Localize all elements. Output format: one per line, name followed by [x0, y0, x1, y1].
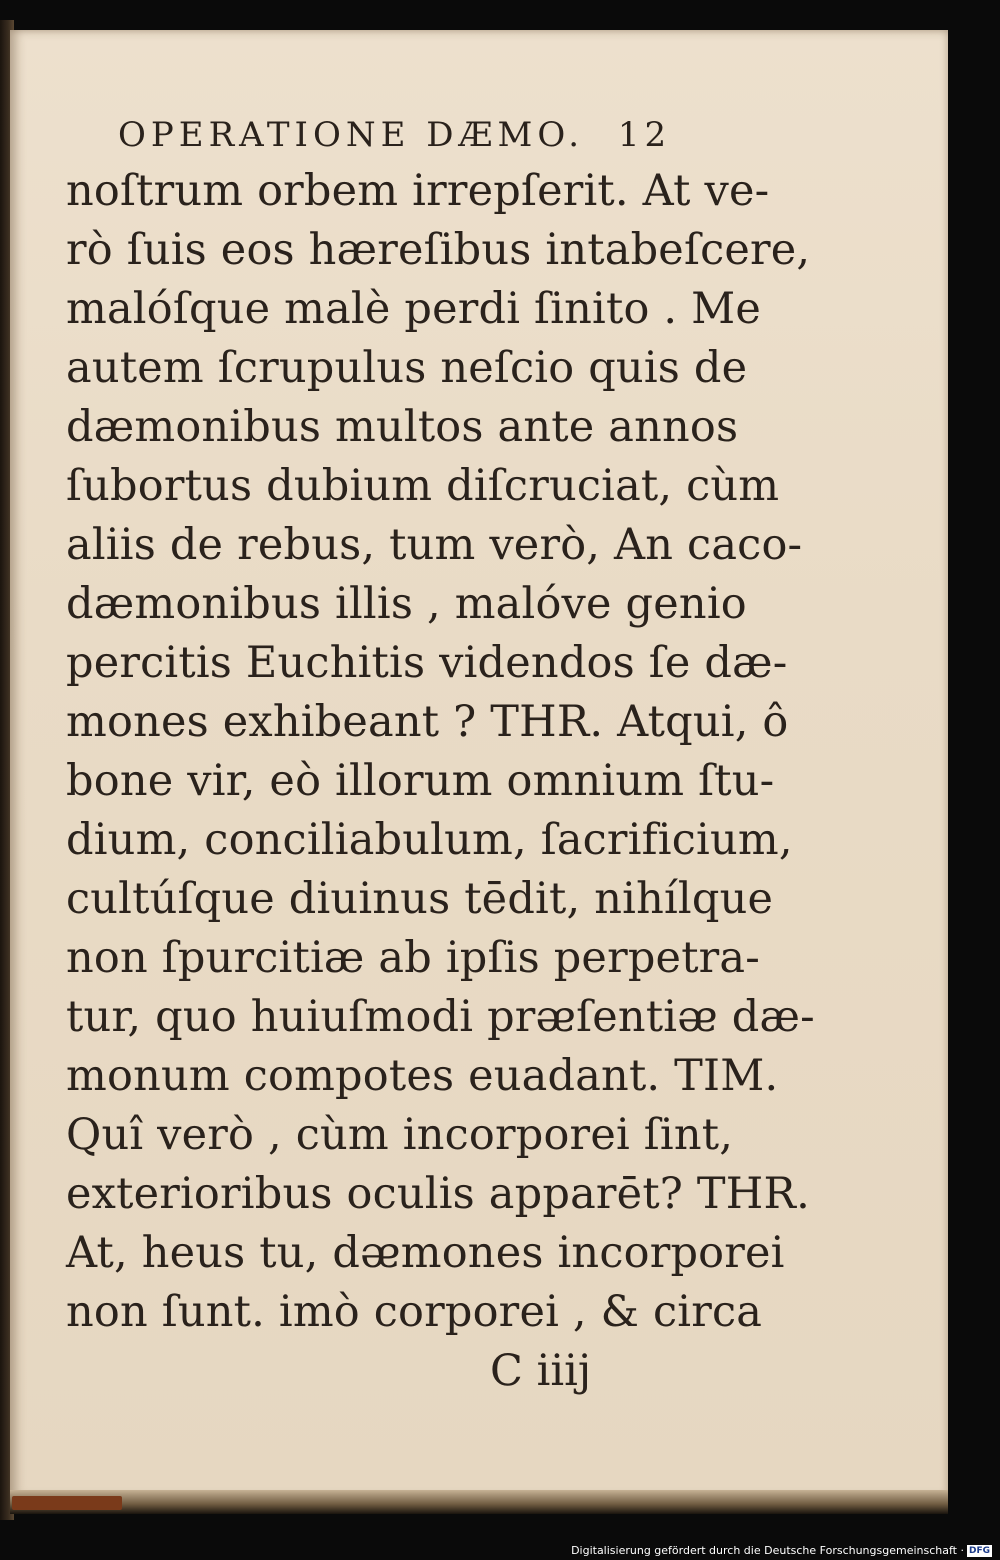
- text-line: exterioribus oculis apparēt? THR.: [66, 1169, 810, 1219]
- dfg-logo: DFG: [968, 1545, 990, 1556]
- text-line: malóſque malè perdi ſinito . Me: [66, 284, 762, 334]
- digitization-credit: [571, 1544, 992, 1557]
- text-line: dium, conciliabulum, ſacrificium,: [66, 815, 793, 865]
- text-line: dæmonibus multos ante annos: [66, 402, 739, 452]
- text-line: mones exhibeant ? THR. Atqui, ô: [66, 697, 789, 747]
- text-line: cultúſque diuinus tēdit, nihílque: [66, 874, 774, 924]
- text-line: ſubortus dubium diſcruciat, cùm: [66, 461, 780, 511]
- page-bottom-edge: [10, 1490, 948, 1514]
- folio-number: 12: [617, 115, 672, 155]
- credit-text: Digitalisierung gefördert durch die Deutsche Forschungsgemeinschaft ·: [571, 1544, 964, 1557]
- text-line: autem ſcrupulus neſcio quis de: [66, 343, 748, 393]
- text-line: percitis Euchitis videndos ſe dæ-: [66, 638, 788, 688]
- text-line: monum compotes euadant. TIM.: [66, 1051, 779, 1101]
- text-line: At, heus tu, dᴂmones incorporei: [66, 1228, 785, 1278]
- text-line: non ſpurcitiæ ab ipſis perpetra-: [66, 933, 761, 983]
- text-line: aliis de rebus, tum verò, An caco-: [66, 520, 803, 570]
- signature-mark: C iiij: [490, 1346, 592, 1396]
- text-line: non ſunt. imò corporei , & circa: [66, 1287, 763, 1337]
- running-head-title: OPERATIONE DÆMO.: [118, 115, 585, 155]
- edge-stain: [12, 1496, 122, 1510]
- text-line: tur, quo huiuſmodi prᴂſentiᴂ dæ-: [66, 992, 815, 1042]
- text-line: Quî verò , cùm incorporei ſint,: [66, 1110, 734, 1160]
- text-block: [66, 112, 815, 1401]
- text-line: bone vir, eò illorum omnium ſtu-: [66, 756, 775, 806]
- text-line: noſtrum orbem irrepſerit. At ve-: [66, 166, 770, 216]
- text-line: dæmonibus illis , malóve genio: [66, 579, 747, 629]
- text-line: rò ſuis eos hæreſibus intabeſcere,: [66, 225, 811, 275]
- running-head: [66, 112, 746, 162]
